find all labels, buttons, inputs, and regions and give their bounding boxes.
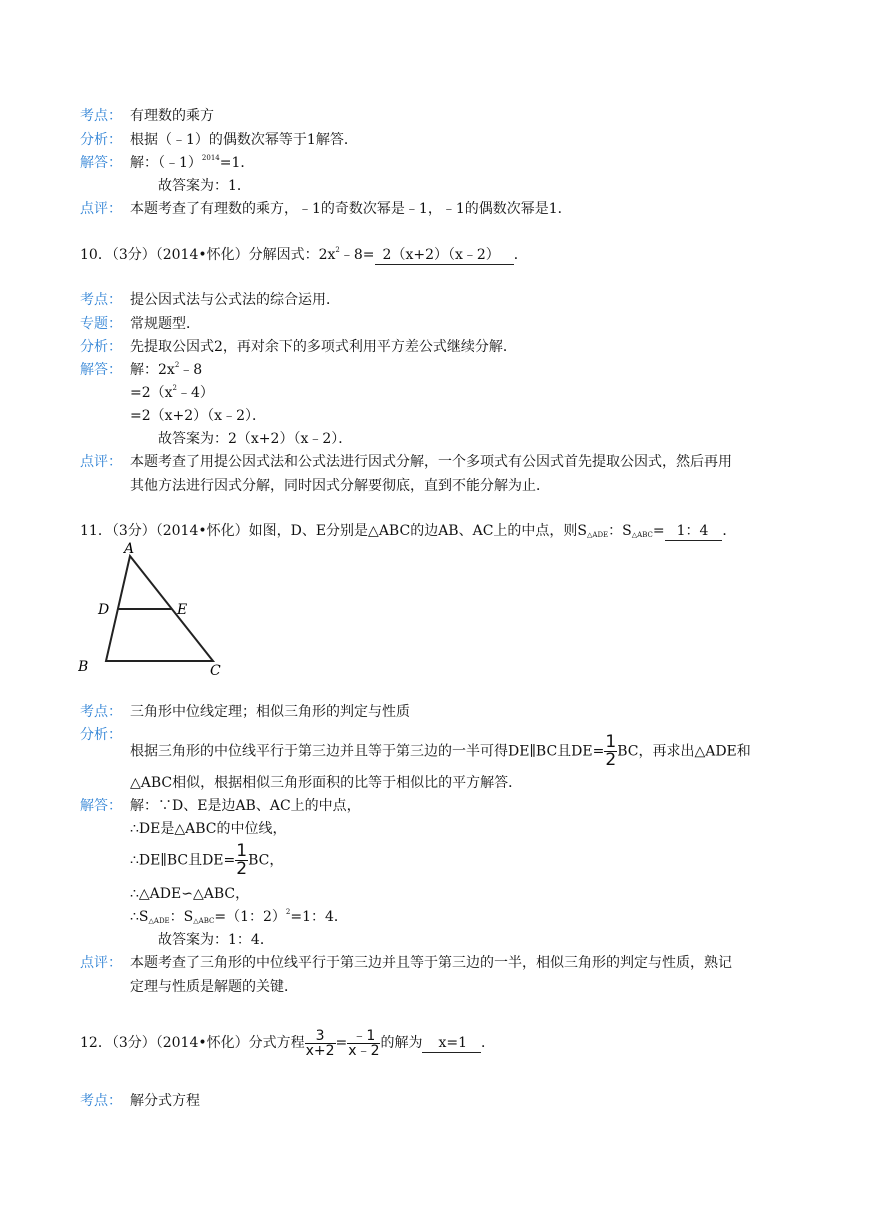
triangle-figure xyxy=(78,540,238,680)
fraction-one-half: $\frac{1}{2}$ xyxy=(605,732,617,770)
q9-fenxi-text: 根据（﹣1）的偶数次幂等于1解答． xyxy=(130,132,358,148)
q11-dianping-label: 点评： xyxy=(80,955,122,971)
q12-answer-blank: x=1 xyxy=(422,1034,481,1053)
q10-dianping-line2: 其他方法进行因式分解，同时因式分解要彻底，直到不能分解为止． xyxy=(130,478,550,494)
q9-dianping-text: 本题考查了有理数的乘方，﹣1的奇数次幂是﹣1，﹣1的偶数次幂是1． xyxy=(130,201,572,217)
q10-jieda-label: 解答： xyxy=(80,362,122,378)
q11-step3: ∴DE∥BC且DE= $\frac{1}{2}$ BC， xyxy=(130,841,284,879)
q11-step1: 解：∵D、E是边AB、AC上的中点， xyxy=(130,798,361,814)
vertex-b-label: B xyxy=(78,659,89,675)
vertex-c-label: C xyxy=(210,663,221,679)
fraction-one-half: $\frac{1}{2}$ xyxy=(236,841,248,879)
q9-answer: 故答案为：1． xyxy=(158,178,251,194)
q10-zhuanti-label: 专题： xyxy=(80,316,122,332)
q9-kaodian-label: 考点： xyxy=(80,108,122,124)
q11-fenxi-line1: 根据三角形的中位线平行于第三边并且等于第三边的一半可得DE∥BC且DE= $\frac{1}{2}$ BC，再求出△ADE和 xyxy=(130,732,751,770)
q11-stem: 11．（3分）（2014•怀化）如图，D、E分别是△ABC的边AB、AC上的中点，则$S_{\triangle ADE}$：$S_{\triangle ABC}= 1$：4 ． xyxy=(80,523,737,539)
q11-step2: ∴DE是△ABC的中位线， xyxy=(130,821,287,837)
q11-kaodian-label: 考点： xyxy=(80,704,122,720)
q10-kaodian-text: 提公因式法与公式法的综合运用． xyxy=(130,292,340,308)
q10-stem: 10．（3分）（2014•怀化）分解因式：$2x^2﹣8=$ 2（x+2）（x﹣2） ． xyxy=(80,246,528,263)
vertex-a-label: A xyxy=(124,541,135,557)
q9-kaodian-text: 有理数的乘方 xyxy=(130,108,214,124)
q11-fenxi-line2: △ABC相似，根据相似三角形面积的比等于相似比的平方解答． xyxy=(130,775,523,791)
q11-step4: ∴△ADE∽△ABC， xyxy=(130,886,250,902)
q11-answer-blank: 1：4 xyxy=(665,522,723,541)
point-e-label: E xyxy=(177,602,188,618)
q10-dianping-line1: 本题考查了用提公因式法和公式法进行因式分解，一个多项式有公因式首先提取公因式，然后再用 xyxy=(130,454,732,470)
fraction-neg1-over-x-minus-2: $\frac{﹣1}{x﹣2}$ xyxy=(348,1027,380,1059)
q11-step5: $\therefore S_{\triangle ADE}$：$S_{\triangle ABC}=(1$：2）$^2$=1：4． xyxy=(130,908,348,925)
q11-answer: 故答案为：1：4． xyxy=(158,932,274,948)
q10-step1: 解：$2x^2﹣8$ xyxy=(130,361,203,378)
q10-zhuanti-text: 常规题型． xyxy=(130,316,200,332)
q11-kaodian-text: 三角形中位线定理；相似三角形的判定与性质 xyxy=(130,704,410,720)
q9-dianping-label: 点评： xyxy=(80,201,122,217)
fraction-3-over-x-plus-2: $\frac{3}{x+2}$ xyxy=(305,1027,335,1059)
q11-dianping-line2: 定理与性质是解题的关键． xyxy=(130,979,298,995)
q10-step2: $=2(x^2﹣4)$ xyxy=(130,384,214,401)
q10-kaodian-label: 考点： xyxy=(80,292,122,308)
q10-step3: =2（x+2）（x﹣2）． xyxy=(130,408,266,424)
q12-kaodian-label: 考点： xyxy=(80,1093,122,1109)
q11-fenxi-label: 分析： xyxy=(80,727,122,743)
q11-dianping-line1: 本题考查了三角形的中位线平行于第三边并且等于第三边的一半，相似三角形的判定与性质，熟记 xyxy=(130,955,732,971)
point-d-label: D xyxy=(98,602,110,618)
q9-fenxi-label: 分析： xyxy=(80,132,122,148)
q10-answer: 故答案为：2（x+2）（x﹣2）． xyxy=(158,431,353,447)
q12-stem: 12．（3分）（2014•怀化）分式方程 $\frac{3}{x+2}$ = $\frac{﹣1}{x﹣2}$ 的解为 x=1 ． xyxy=(80,1027,496,1059)
q9-jieda-line: 解：（﹣1）$^{2014}$=1． xyxy=(130,154,255,171)
q10-fenxi-label: 分析： xyxy=(80,339,122,355)
q10-answer-blank: 2（x+2）（x﹣2） xyxy=(375,246,514,265)
q11-jieda-label: 解答： xyxy=(80,798,122,814)
q10-fenxi-text: 先提取公因式2，再对余下的多项式利用平方差公式继续分解． xyxy=(130,339,517,355)
q9-jieda-label: 解答： xyxy=(80,155,122,171)
q10-dianping-label: 点评： xyxy=(80,454,122,470)
q12-kaodian-text: 解分式方程 xyxy=(130,1093,200,1109)
